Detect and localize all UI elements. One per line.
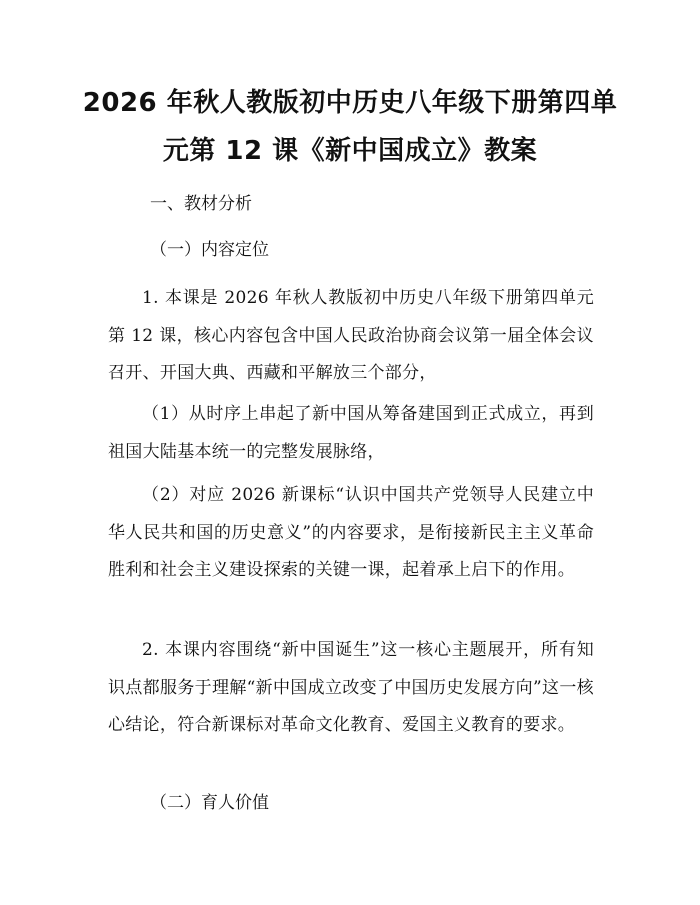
paragraph-3: （2）对应 2026 新课标“认识中国共产党领导人民建立中华人民共和国的历史意义”的内容要求，是衔接新民主主义革命胜利和社会主义建设探索的关键一课，起着承上启下的作用。: [108, 485, 594, 580]
subsection-heading-content-positioning: （一）内容定位: [150, 240, 269, 260]
paragraph-4: 2. 本课内容围绕“新中国诞生”这一核心主题展开，所有知识点都服务于理解“新中国成立改变了中国历史发展方向”这一核心结论，符合新课标对革命文化教育、爱国主义教育的要求。: [108, 640, 594, 735]
section-heading-textbook-analysis: 一、教材分析: [150, 194, 252, 214]
document-title-line-2: 元第 12 课《新中国成立》教案: [162, 136, 538, 166]
document-title-line-1: 2026 年秋人教版初中历史八年级下册第四单: [82, 88, 618, 118]
paragraph-1: 1. 本课是 2026 年秋人教版初中历史八年级下册第四单元第 12 课，核心内容包含中国人民政治协商会议第一届全体会议召开、开国大典、西藏和平解放三个部分，: [108, 288, 594, 383]
paragraph-2: （1）从时序上串起了新中国从筹备建国到正式成立，再到祖国大陆基本统一的完整发展脉络，: [108, 404, 594, 462]
subsection-heading-educational-value: （二）育人价值: [150, 793, 269, 813]
